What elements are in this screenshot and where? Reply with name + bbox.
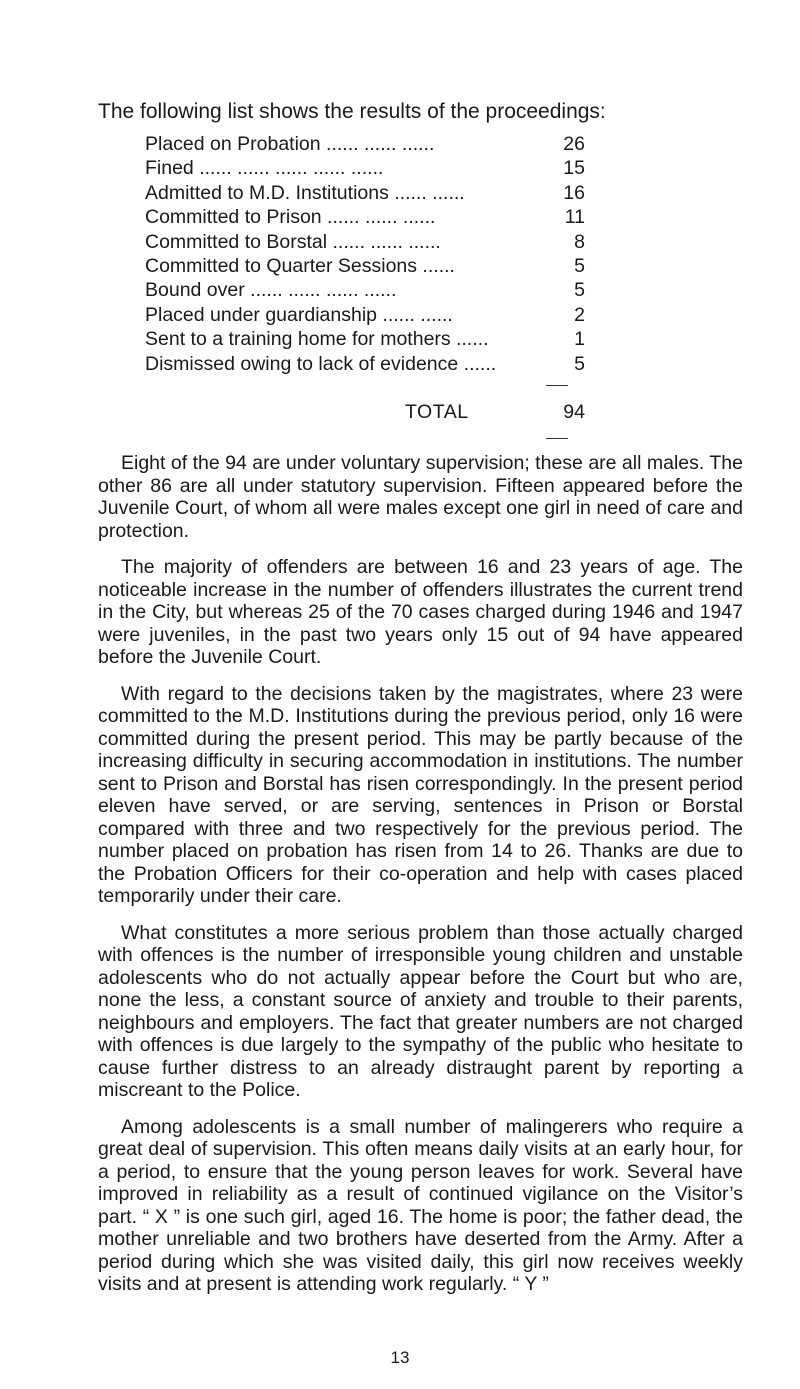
result-label: Placed on Probation ...... ...... ...... <box>145 133 435 155</box>
result-label: Committed to Prison ...... ...... ...... <box>145 206 436 229</box>
result-value: 11 <box>564 206 585 229</box>
result-value: 1 <box>574 328 585 351</box>
result-label: Sent to a training home for mothers ...... <box>145 328 489 351</box>
total-rule-top <box>546 385 568 386</box>
result-row <box>145 303 585 327</box>
body-text <box>98 452 743 1310</box>
results-list <box>145 132 585 376</box>
result-row <box>145 230 585 254</box>
total-row <box>145 398 585 426</box>
result-label: Committed to Borstal ...... ...... ...... <box>145 230 441 253</box>
result-value: 8 <box>574 230 585 253</box>
result-value: 2 <box>574 303 585 326</box>
result-row <box>145 156 585 180</box>
result-label: Admitted to M.D. Institutions ...... ...... <box>145 181 465 204</box>
result-row <box>145 352 585 376</box>
paragraph: What constitutes a more serious problem than those actually charged with offences is the number of irresponsible young children and unstable adolescents who do not actually appear before the Court but who are, none the less, a constant source of anxiety and trouble to their parents, neighbours and employers. The fact that greater numbers are not charged with offences is due largely to the sympathy of the public who hesitate to cause further distress to an already distraught parent by reporting a miscreant to the Police. <box>98 921 743 1101</box>
result-row <box>145 132 585 156</box>
paragraph: With regard to the decisions taken by the magistrates, where 23 were committed to the M.D. Institutions during the previous period, only 16 were committed during the present period. This may be partly because of the increasing difficulty in securing accommodation in institutions. The number sent to Prison and Borstal has risen correspondingly. In the present period eleven have served, or are serving, sentences in Prison or Borstal compared with three and two respectively for the previous period. The number placed on probation has risen from 14 to 26. Thanks are due to the Probation Officers for their co-operation and help with cases placed temporarily under their care. <box>98 682 743 907</box>
result-row <box>145 278 585 302</box>
result-label: Dismissed owing to lack of evidence ...... <box>145 352 497 375</box>
intro-text: The following list shows the results of the proceedings: <box>98 100 606 123</box>
result-row <box>145 327 585 351</box>
result-value: 26 <box>563 133 585 155</box>
result-label: Committed to Quarter Sessions ...... <box>145 254 455 277</box>
paragraph: The majority of offenders are between 16 and 23 years of age. The noticeable increase in the number of offenders illustrates the current trend in the City, but whereas 25 of the 70 cases charged during 1946 and 1947 were juveniles, in the past two years only 15 out of 94 have appeared before the Juvenile Court. <box>98 556 743 668</box>
paragraph: Among adolescents is a small number of malingerers who require a great deal of supervision. This often means daily visits at an early hour, for a period, to ensure that the young person leaves for work. Several have improved in reliability as a result of continued vigilance on the Visitor’s part. “ X ” is one such girl, aged 16. The home is poor; the father dead, the mother unreliable and two brothers have deserted from the Army. After a period during which she was visited daily, this girl now receives weekly visits and at present is attending work regularly. “ Y ” <box>98 1115 743 1295</box>
total-value: 94 <box>563 401 585 423</box>
result-row <box>145 181 585 205</box>
result-row <box>145 205 585 229</box>
total-rule-bottom <box>546 438 568 439</box>
page-number: 13 <box>390 1348 410 1367</box>
paragraph: Eight of the 94 are under voluntary supervision; these are all males. The other 86 are all under statutory supervision. Fifteen appeared before the Juvenile Court, of whom all were males except one girl in need of care and protection. <box>98 452 743 542</box>
result-label: Placed under guardianship ...... ...... <box>145 303 453 326</box>
result-value: 16 <box>563 181 585 204</box>
result-value: 15 <box>563 157 585 180</box>
result-value: 5 <box>574 254 585 277</box>
total-label: TOTAL <box>405 401 469 423</box>
result-value: 5 <box>574 279 585 302</box>
result-label: Fined ...... ...... ...... ...... ...... <box>145 157 384 180</box>
result-value: 5 <box>574 352 585 375</box>
result-label: Bound over ...... ...... ...... ...... <box>145 279 397 302</box>
result-row <box>145 254 585 278</box>
